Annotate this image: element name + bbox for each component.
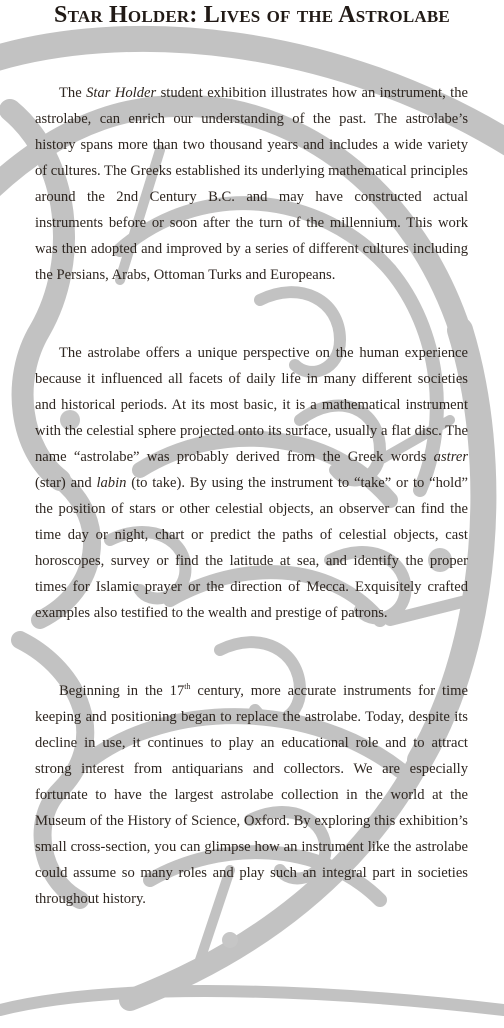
- page-title: Star Holder: Lives of the Astrolabe: [54, 2, 450, 28]
- exhibition-name: Star Holder: [86, 85, 157, 101]
- paragraph-perspective: [35, 340, 468, 626]
- paragraph-intro-body: student exhibition illustrates how an instrument, the astrolabe, can enrich our understanding of the past. The astrolabe’s history spans more than two thousand years and includes a wide variety of cultures. The Greeks established its underlying mathematical principles around the 2nd Century B.C. and may have constructed actual instruments before or soon after the turn of the millennium. This work was then adopted and improved by a series of different cultures including the Persians, Arabs, Ottoman Turks and Europeans.: [35, 85, 468, 283]
- paragraph-decline: [35, 678, 468, 912]
- paragraph-decline-body: century, more accurate instruments for time keeping and positioning began to replace the astrolabe. Today, despite its decline in use, it continues to play an educational role and to attract strong interest from antiquarians and collectors. We are especially fortunate to have the largest astrolabe collection in the world at the Museum of the History of Science, Oxford. By exploring this exhibition’s small cross-section, you can glimpse how an instrument like the astrolabe could assume so many roles and play such an integral part in societies throughout history.: [35, 683, 468, 907]
- greek-word-astrer: astrer: [433, 449, 468, 465]
- paragraph-intro-lead: The: [59, 85, 87, 101]
- paragraph-perspective-part1: The astrolabe offers a unique perspective on the human experience because it influenced all facets of daily life in many different societies and historical periods. At its most basic, it is a mathematical instrument with the celestial sphere projected onto its surface, usually a flat disc. The name “astrolabe” was probably derived from the Greek words: [35, 345, 468, 465]
- paragraph-decline-lead: Beginning in the 17: [59, 683, 185, 699]
- ordinal-superscript: th: [184, 682, 191, 691]
- paragraph-perspective-part2: (star) and: [35, 475, 97, 491]
- paragraph-intro: [35, 80, 468, 288]
- greek-word-labin: labin: [96, 475, 127, 491]
- paragraph-perspective-part3: (to take). By using the instrument to “take” or to “hold” the position of stars or other celestial objects, an observer can find the time day or night, chart or predict the paths of celestial objects, cast horoscopes, survey or find the latitude at sea, and identify the proper times for Islamic prayer or the direction of Mecca. Exquisitely crafted examples also testified to the wealth and prestige of patrons.: [35, 475, 468, 621]
